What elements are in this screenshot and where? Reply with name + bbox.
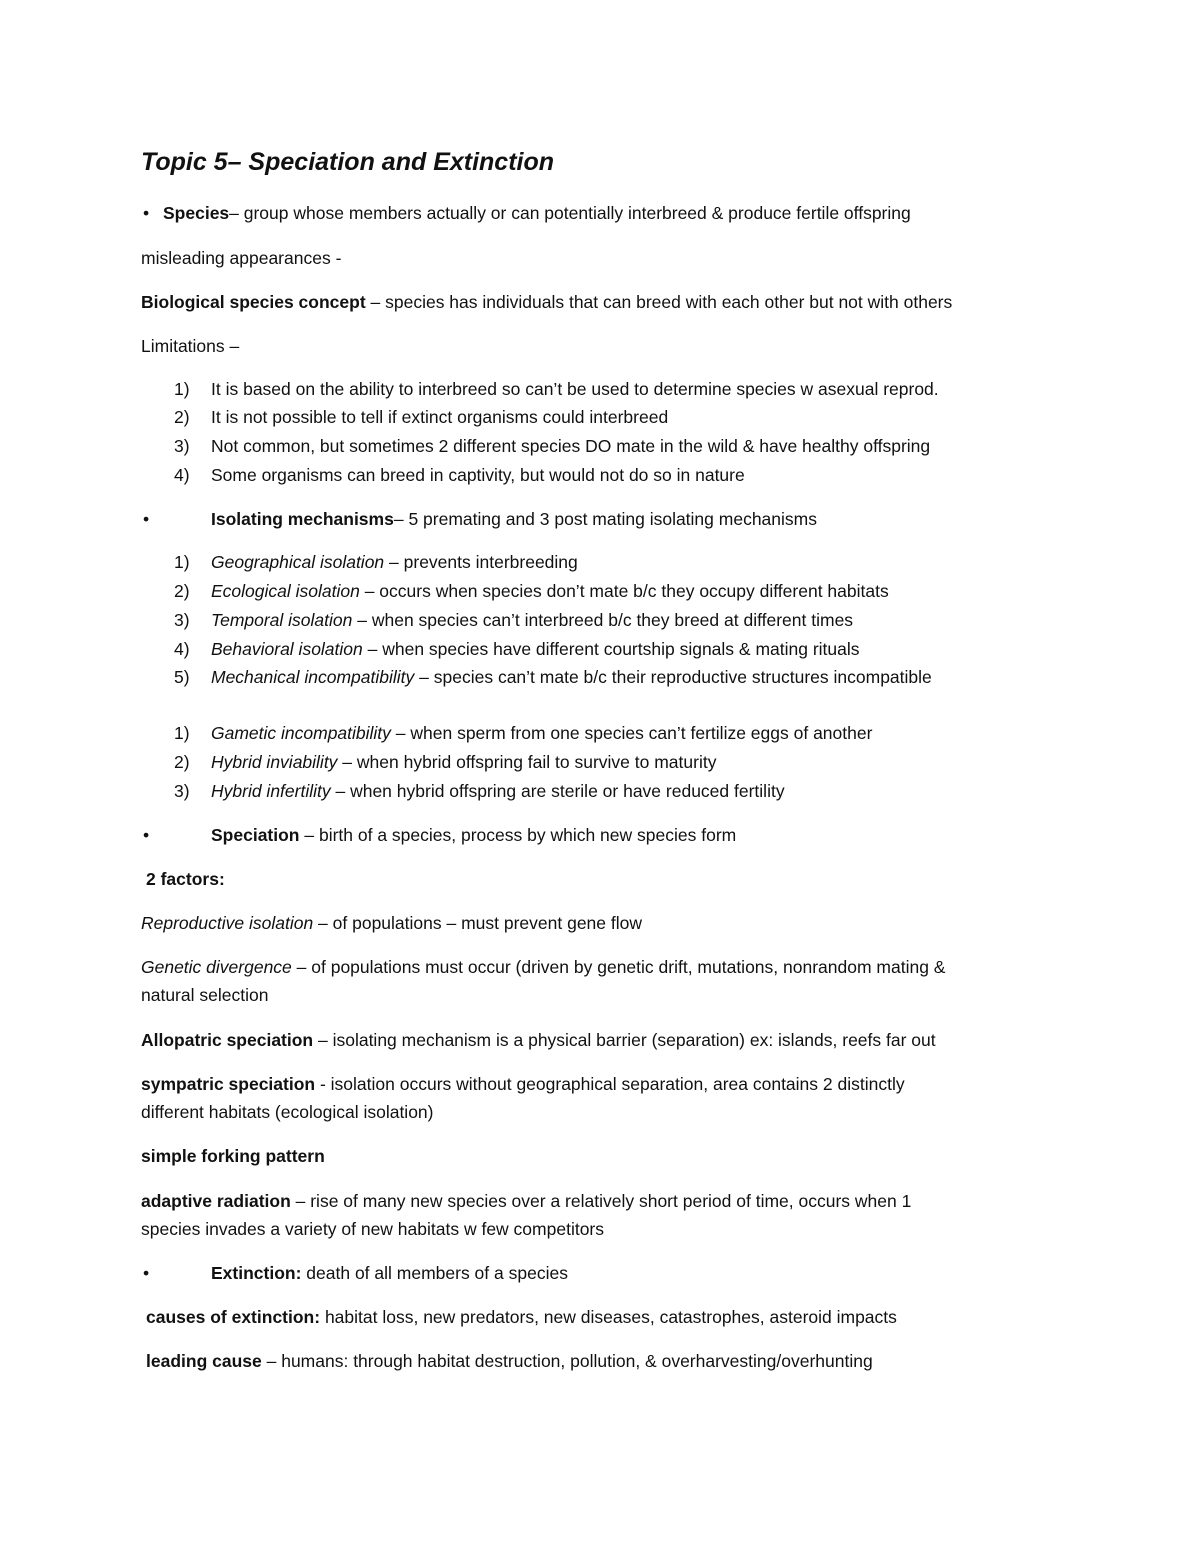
premating-item: Mechanical incompatibility – species can’t mate b/c their reproductive structures incompatible	[211, 667, 932, 687]
postmating-item: Gametic incompatibility – when sperm from one species can’t fertilize eggs of another	[211, 723, 873, 743]
premating-item: Behavioral isolation – when species have different courtship signals & mating rituals	[211, 639, 860, 659]
limitation-item: It is based on the ability to interbreed so can’t be used to determine species w asexual reprod.	[211, 379, 939, 399]
isolating-term: Isolating mechanisms	[211, 509, 394, 529]
bullet-extinction: •	[143, 1263, 150, 1283]
genetic-divergence-cont: natural selection	[141, 985, 269, 1005]
limitation-item: Not common, but sometimes 2 different species DO mate in the wild & have healthy offspring	[211, 436, 931, 456]
allopatric-speciation: Allopatric speciation – isolating mechanism is a physical barrier (separation) ex: islands, reefs far out	[141, 1030, 936, 1050]
speciation-definition: Speciation – birth of a species, process by which new species form	[211, 825, 737, 845]
bsc-term: Biological species concept	[141, 292, 366, 312]
leading-cause: leading cause – humans: through habitat destruction, pollution, & overharvesting/overhunting	[146, 1351, 873, 1371]
premating-number: 1)	[174, 552, 190, 572]
misleading-appearances: misleading appearances -	[141, 248, 342, 268]
adaptive-radiation-cont: species invades a variety of new habitats w few competitors	[141, 1219, 604, 1239]
limitation-number: 3)	[174, 436, 190, 456]
adaptive-radiation: adaptive radiation – rise of many new species over a relatively short period of time, occurs when 1	[141, 1191, 912, 1211]
genetic-divergence: Genetic divergence – of populations must occur (driven by genetic drift, mutations, nonrandom mating &	[141, 957, 946, 977]
extinction-definition: Extinction: death of all members of a species	[211, 1263, 568, 1283]
reproductive-isolation: Reproductive isolation – of populations – must prevent gene flow	[141, 913, 643, 933]
species-term: Species	[163, 203, 230, 223]
limitation-number: 4)	[174, 465, 190, 485]
species-text: – group whose members actually or can potentially interbreed & produce fertile offspring	[229, 203, 911, 223]
bsc-text: – species has individuals that can breed with each other but not with others	[365, 292, 953, 312]
premating-item: Geographical isolation – prevents interbreeding	[211, 552, 578, 572]
species-definition	[163, 202, 911, 224]
premating-number: 4)	[174, 639, 190, 659]
limitation-number: 1)	[174, 379, 190, 399]
bullet-species: •	[143, 203, 150, 223]
bullet-speciation: •	[143, 825, 150, 845]
bullet-isolating: •	[143, 509, 150, 529]
limitation-item: It is not possible to tell if extinct organisms could interbreed	[211, 407, 669, 427]
premating-item: Ecological isolation – occurs when species don’t mate b/c they occupy different habitats	[211, 581, 889, 601]
limitation-number: 2)	[174, 407, 190, 427]
postmating-item: Hybrid infertility – when hybrid offspring are sterile or have reduced fertility	[211, 781, 785, 801]
postmating-number: 2)	[174, 752, 190, 772]
sympatric-speciation-cont: different habitats (ecological isolation)	[141, 1102, 434, 1122]
premating-number: 3)	[174, 610, 190, 630]
factors-label: 2 factors:	[146, 869, 225, 889]
isolating-text: – 5 premating and 3 post mating isolating mechanisms	[393, 509, 817, 529]
biological-species-concept	[141, 291, 952, 313]
limitations-label: Limitations –	[141, 336, 240, 356]
simple-forking-pattern: simple forking pattern	[141, 1146, 325, 1166]
sympatric-speciation: sympatric speciation - isolation occurs without geographical separation, area contains 2 distinctly	[141, 1074, 905, 1094]
causes-of-extinction: causes of extinction: habitat loss, new predators, new diseases, catastrophes, asteroid impacts	[146, 1307, 897, 1327]
postmating-number: 1)	[174, 723, 190, 743]
postmating-item: Hybrid inviability – when hybrid offspring fail to survive to maturity	[211, 752, 717, 772]
postmating-number: 3)	[174, 781, 190, 801]
page-title: Topic 5– Speciation and Extinction	[141, 148, 555, 176]
premating-number: 5)	[174, 667, 190, 687]
premating-number: 2)	[174, 581, 190, 601]
isolating-mechanisms	[211, 508, 817, 530]
limitation-item: Some organisms can breed in captivity, but would not do so in nature	[211, 465, 745, 485]
premating-item: Temporal isolation – when species can’t interbreed b/c they breed at different times	[211, 610, 854, 630]
